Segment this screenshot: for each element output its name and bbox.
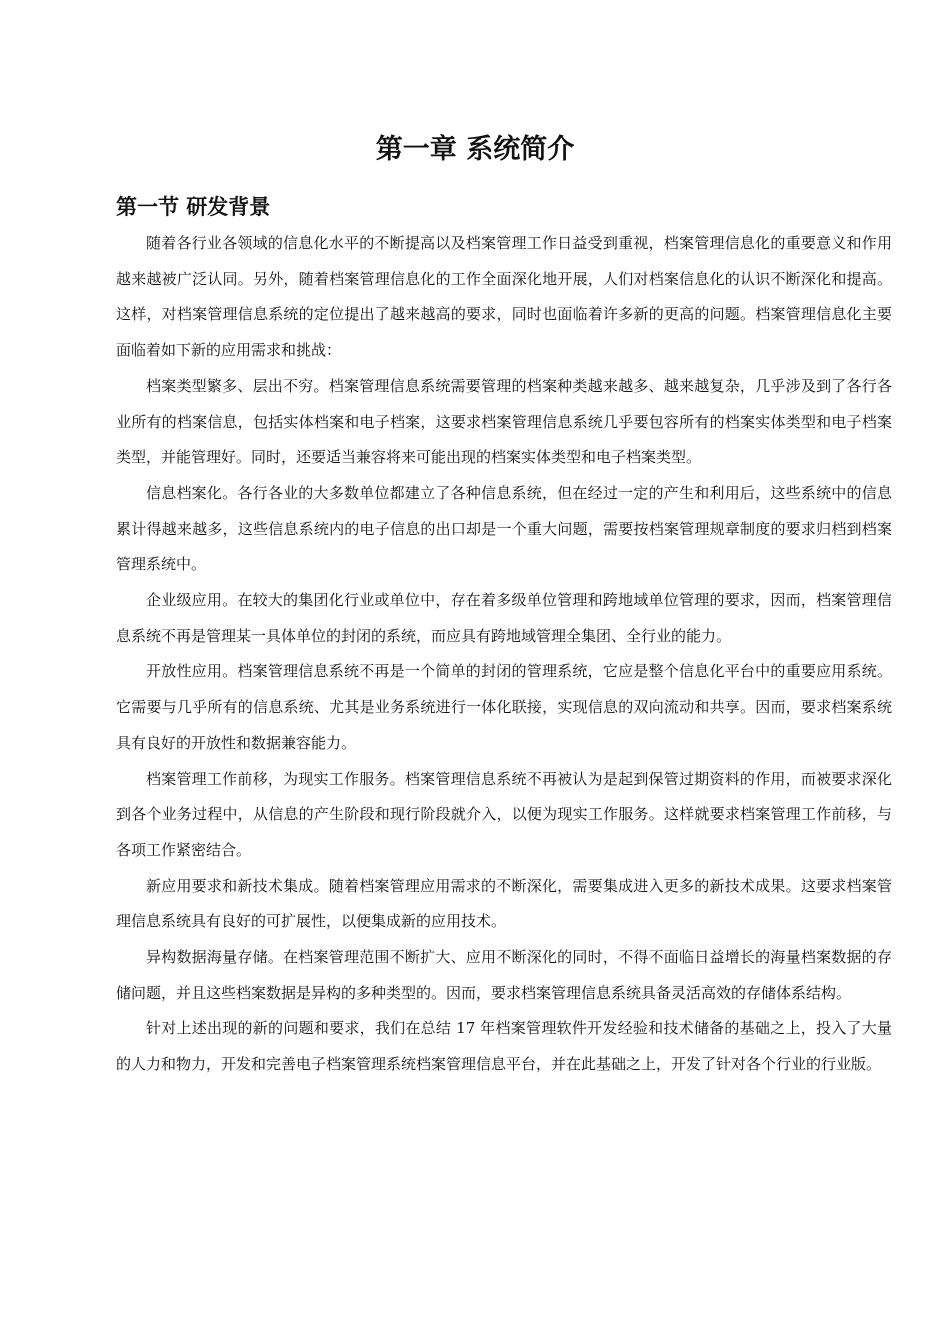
paragraph: 异构数据海量存储。在档案管理范围不断扩大、应用不断深化的同时，不得不面临日益增长的海量档案数据的存储问题，并且这些档案数据是异构的多种类型的。因而，要求档案管理信息系统具备灵活高效的存储体系结构。 [116,948,892,1002]
section-title: 第一节 研发背景 [116,194,271,219]
chapter-title: 第一章 系统简介 [375,134,575,165]
paragraph: 档案类型繁多、层出不穷。档案管理信息系统需要管理的档案种类越来越多、越来越复杂，几乎涉及到了各行各业所有的档案信息，包括实体档案和电子档案，这要求档案管理信息系统几乎要包容所有的档案实体类型和电子档案类型，并能管理好。同时，还要适当兼容将来可能出现的档案实体类型和电子档案类型。 [116,376,892,467]
paragraph: 信息档案化。各行各业的大多数单位都建立了各种信息系统，但在经过一定的产生和利用后，这些系统中的信息累计得越来越多，这些信息系统内的电子信息的出口却是一个重大问题，需要按档案管理规章制度的要求归档到档案管理系统中。 [116,483,892,574]
paragraph: 开放性应用。档案管理信息系统不再是一个简单的封闭的管理系统，它应是整个信息化平台中的重要应用系统。它需要与几乎所有的信息系统、尤其是业务系统进行一体化联接，实现信息的双向流动和共享。因而，要求档案系统具有良好的开放性和数据兼容能力。 [116,662,892,752]
paragraph: 企业级应用。在较大的集团化行业或单位中，存在着多级单位管理和跨地域单位管理的要求，因而，档案管理信息系统不再是管理某一具体单位的封闭的系统，而应具有跨地域管理全集团、全行业的能力。 [116,591,892,645]
paragraph: 随着各行业各领域的信息化水平的不断提高以及档案管理工作日益受到重视，档案管理信息化的重要意义和作用越来越被广泛认同。另外，随着档案管理信息化的工作全面深化地开展，人们对档案信息化的认识不断深化和提高。这样，对档案管理信息系统的定位提出了越来越高的要求，同时也面临着许多新的更高的问题。档案管理信息化主要面临着如下新的应用需求和挑战： [116,234,892,360]
body-text [116,226,892,1083]
paragraph: 针对上述出现的新的问题和要求，我们在总结 17 年档案管理软件开发经验和技术储备的基础之上，投入了大量的人力和物力，开发和完善电子档案管理系统档案管理信息平台，并在此基础之上，开发了针对各个行业的行业版。 [116,1019,892,1074]
paragraph: 档案管理工作前移，为现实工作服务。档案管理信息系统不再被认为是起到保管过期资料的作用，而被要求深化到各个业务过程中，从信息的产生阶段和现行阶段就介入，以便为现实工作服务。这样就要求档案管理工作前移，与各项工作紧密结合。 [116,769,892,859]
paragraph: 新应用要求和新技术集成。随着档案管理应用需求的不断深化，需要集成进入更多的新技术成果。这要求档案管理信息系统具有良好的可扩展性，以便集成新的应用技术。 [116,876,892,931]
